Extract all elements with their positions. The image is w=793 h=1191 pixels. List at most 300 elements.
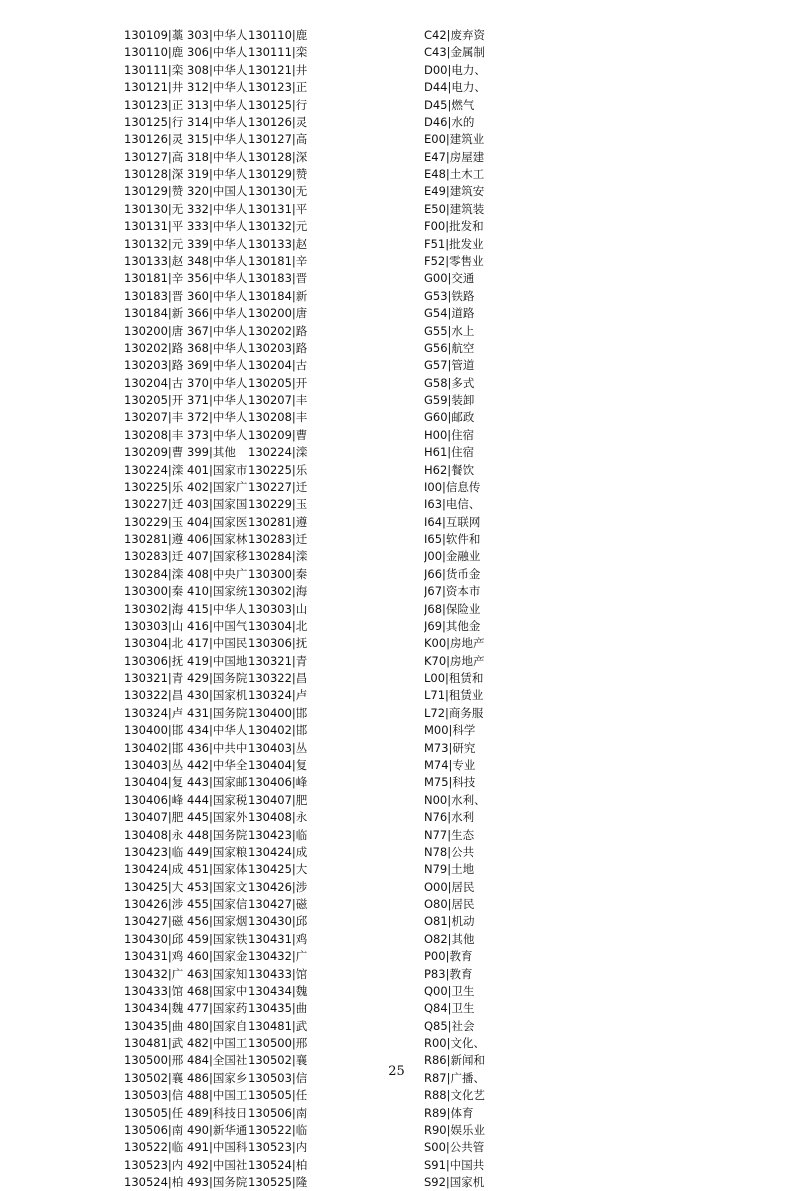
region-code-cell: 130133|赵 xyxy=(124,253,184,268)
region-code-next-cell: 130522|临 xyxy=(248,1122,308,1137)
industry-code-cell: L71|租赁业 xyxy=(424,688,484,703)
region-code-next-cell: 130209|曹 xyxy=(248,427,308,442)
region-code-cell: 130302|海 xyxy=(124,601,184,616)
table-row xyxy=(0,270,793,287)
region-code-cell: 130109|藁 xyxy=(124,28,184,42)
org-code-cell: 430|国家机 xyxy=(187,688,248,703)
region-code-cell: 130403|丛 xyxy=(124,758,184,772)
industry-code-cell: N77|生态 xyxy=(424,827,475,842)
region-code-cell: 130207|丰 xyxy=(124,410,184,425)
industry-code-cell: I63|电信、 xyxy=(424,497,481,512)
table-row xyxy=(0,496,793,513)
region-code-next-cell: 130430|邱 xyxy=(248,914,308,929)
org-code-cell: 313|中华人 xyxy=(187,97,248,112)
industry-code-cell: D44|电力、 xyxy=(424,80,486,95)
org-code-cell: 410|国家统 xyxy=(187,584,248,599)
region-code-next-cell: 130431|鸡 xyxy=(248,931,308,946)
region-code-next-cell: 130229|玉 xyxy=(248,497,308,512)
region-code-next-cell: 130481|武 xyxy=(248,1018,308,1033)
region-code-next-cell: 130321|青 xyxy=(248,653,308,668)
org-code-cell: 308|中华人 xyxy=(187,62,248,77)
org-code-cell: 373|中华人 xyxy=(187,427,248,442)
industry-code-cell: I65|软件和 xyxy=(424,532,481,546)
industry-code-cell: N00|水利、 xyxy=(424,792,486,807)
org-code-cell: 404|国家医 xyxy=(187,514,248,529)
org-code-cell: 315|中华人 xyxy=(187,132,248,147)
industry-code-cell: J69|其他金 xyxy=(424,618,481,633)
region-code-next-cell: 130110|鹿 xyxy=(248,28,308,42)
org-code-cell: 443|国家邮 xyxy=(187,775,248,790)
table-row xyxy=(0,757,793,774)
region-code-next-cell: 130184|新 xyxy=(248,288,308,303)
region-code-next-cell: 130202|路 xyxy=(248,323,308,338)
region-code-cell: 130321|青 xyxy=(124,671,184,686)
table-row xyxy=(0,1018,793,1035)
industry-code-cell: M73|研究 xyxy=(424,740,476,755)
region-code-cell: 130200|唐 xyxy=(124,323,184,338)
region-code-next-cell: 130302|海 xyxy=(248,584,308,599)
industry-code-cell: P00|教育 xyxy=(424,949,473,964)
org-code-cell: 415|中华人 xyxy=(187,601,248,616)
table-row xyxy=(0,1157,793,1174)
region-code-cell: 130407|肥 xyxy=(124,810,184,825)
region-code-cell: 130130|无 xyxy=(124,201,184,216)
org-code-cell: 463|国家知 xyxy=(187,966,248,981)
org-code-cell: 416|中国气 xyxy=(187,618,248,633)
region-code-next-cell: 130125|行 xyxy=(248,97,308,112)
region-code-next-cell: 130126|灵 xyxy=(248,114,308,129)
region-code-next-cell: 130506|南 xyxy=(248,1105,308,1120)
table-row xyxy=(0,601,793,618)
industry-code-cell: E00|建筑业 xyxy=(424,132,485,147)
org-code-cell: 312|中华人 xyxy=(187,80,248,95)
table-row xyxy=(0,583,793,600)
org-code-cell: 459|国家铁 xyxy=(187,931,248,946)
table-row xyxy=(0,183,793,200)
industry-code-cell: J00|金融业 xyxy=(424,549,481,564)
region-code-cell: 130123|正 xyxy=(124,97,184,112)
table-row xyxy=(0,409,793,426)
table-row xyxy=(0,618,793,635)
region-code-next-cell: 130324|卢 xyxy=(248,688,308,703)
region-code-cell: 130127|高 xyxy=(124,149,184,164)
region-code-cell: 130524|柏 xyxy=(124,1175,184,1190)
table-row xyxy=(0,462,793,479)
industry-code-cell: H00|住宿 xyxy=(424,427,475,442)
industry-code-cell: O80|居民 xyxy=(424,897,475,911)
region-code-next-cell: 130208|丰 xyxy=(248,410,308,425)
region-code-next-cell: 130304|北 xyxy=(248,618,308,633)
org-code-cell: 444|国家税 xyxy=(187,792,248,807)
table-row xyxy=(0,149,793,166)
region-code-cell: 130408|永 xyxy=(124,827,184,842)
region-code-next-cell: 130404|复 xyxy=(248,758,308,772)
table-row xyxy=(0,861,793,878)
org-code-cell: 306|中华人 xyxy=(187,45,248,60)
table-row xyxy=(0,566,793,583)
org-code-cell: 417|中国民 xyxy=(187,636,248,651)
table-row xyxy=(0,879,793,896)
table-row xyxy=(0,131,793,148)
region-code-cell: 130183|晋 xyxy=(124,288,184,303)
region-code-cell: 130402|邯 xyxy=(124,740,184,755)
org-code-cell: 434|中华人 xyxy=(187,723,248,738)
industry-code-cell: D00|电力、 xyxy=(424,62,486,77)
region-code-cell: 130431|鸡 xyxy=(124,949,184,964)
region-code-next-cell: 130121|井 xyxy=(248,62,308,77)
table-row xyxy=(0,966,793,983)
region-code-next-cell: 130200|唐 xyxy=(248,306,308,321)
industry-code-cell: E47|房屋建 xyxy=(424,149,485,164)
org-code-cell: 366|中华人 xyxy=(187,306,248,321)
org-code-cell: 332|中华人 xyxy=(187,201,248,216)
org-code-cell: 406|国家林 xyxy=(187,532,248,546)
region-code-cell: 130284|滦 xyxy=(124,566,184,581)
org-code-cell: 455|国家信 xyxy=(187,897,248,911)
org-code-cell: 480|国家自 xyxy=(187,1018,248,1033)
region-code-cell: 130202|路 xyxy=(124,340,184,355)
org-code-cell: 319|中华人 xyxy=(187,167,248,181)
org-code-cell: 333|中华人 xyxy=(187,219,248,234)
table-row xyxy=(0,548,793,565)
region-code-next-cell: 130524|柏 xyxy=(248,1157,308,1172)
industry-code-cell: N78|公共 xyxy=(424,844,475,859)
table-row xyxy=(0,635,793,652)
region-code-cell: 130322|昌 xyxy=(124,688,184,703)
org-code-cell: 314|中华人 xyxy=(187,114,248,129)
industry-code-cell: G59|装卸 xyxy=(424,393,475,407)
region-code-cell: 130423|临 xyxy=(124,844,184,859)
industry-code-cell: I64|互联网 xyxy=(424,514,481,529)
org-code-cell: 460|国家金 xyxy=(187,949,248,964)
table-row xyxy=(0,670,793,687)
industry-code-cell: H61|住宿 xyxy=(424,445,475,460)
industry-code-cell: G54|道路 xyxy=(424,306,475,321)
region-code-cell: 130204|古 xyxy=(124,375,184,390)
region-code-cell: 130502|襄 xyxy=(124,1070,184,1085)
industry-code-cell: H62|餐饮 xyxy=(424,462,475,477)
industry-code-cell: G60|邮政 xyxy=(424,410,475,425)
org-code-cell: 407|国家移 xyxy=(187,549,248,564)
industry-code-cell: P83|教育 xyxy=(424,966,473,981)
region-code-next-cell: 130433|馆 xyxy=(248,966,308,981)
region-code-next-cell: 130525|隆 xyxy=(248,1175,308,1190)
region-code-cell: 130433|馆 xyxy=(124,983,184,998)
industry-code-cell: E49|建筑安 xyxy=(424,184,485,199)
industry-code-cell: C43|金属制 xyxy=(424,45,486,60)
org-code-cell: 348|中华人 xyxy=(187,253,248,268)
region-code-cell: 130505|任 xyxy=(124,1105,184,1120)
region-code-cell: 130205|开 xyxy=(124,393,184,407)
org-code-cell: 489|科技日 xyxy=(187,1105,248,1120)
table-row xyxy=(0,1105,793,1122)
industry-code-cell: G53|铁路 xyxy=(424,288,475,303)
table-row xyxy=(0,114,793,131)
region-code-next-cell: 130505|任 xyxy=(248,1088,308,1103)
region-code-cell: 130128|深 xyxy=(124,167,184,181)
region-code-next-cell: 130224|滦 xyxy=(248,445,308,460)
org-code-cell: 367|中华人 xyxy=(187,323,248,338)
org-code-cell: 401|国家市 xyxy=(187,462,248,477)
industry-code-cell: O00|居民 xyxy=(424,879,475,894)
region-code-cell: 130303|山 xyxy=(124,618,184,633)
table-row xyxy=(0,687,793,704)
region-code-next-cell: 130434|魏 xyxy=(248,983,308,998)
region-code-next-cell: 130500|邢 xyxy=(248,1036,308,1050)
region-code-cell: 130121|井 xyxy=(124,80,184,95)
org-code-cell: 320|中国人 xyxy=(187,184,248,199)
table-row xyxy=(0,79,793,96)
region-code-next-cell: 130130|无 xyxy=(248,184,308,199)
region-code-cell: 130306|抚 xyxy=(124,653,184,668)
region-code-next-cell: 130284|滦 xyxy=(248,549,308,564)
industry-code-cell: S00|公共管 xyxy=(424,1140,485,1155)
region-code-cell: 130203|路 xyxy=(124,358,184,373)
table-row xyxy=(0,705,793,722)
region-code-cell: 130503|信 xyxy=(124,1088,184,1103)
industry-code-cell: L00|租赁和 xyxy=(424,671,484,686)
region-code-cell: 130427|磁 xyxy=(124,914,184,929)
industry-code-cell: S92|国家机 xyxy=(424,1175,485,1190)
org-code-cell: 408|中央广 xyxy=(187,566,248,581)
org-code-cell: 488|中国工 xyxy=(187,1088,248,1103)
org-code-cell: 339|中华人 xyxy=(187,236,248,251)
industry-code-cell: I00|信息传 xyxy=(424,479,481,494)
industry-code-cell: G57|管道 xyxy=(424,358,475,373)
region-code-next-cell: 130127|高 xyxy=(248,132,308,147)
industry-code-cell: N76|水利 xyxy=(424,810,475,825)
org-code-cell: 477|国家药 xyxy=(187,1001,248,1016)
region-code-next-cell: 130502|襄 xyxy=(248,1053,308,1068)
region-code-cell: 130435|曲 xyxy=(124,1018,184,1033)
table-row xyxy=(0,827,793,844)
industry-code-cell: J67|资本市 xyxy=(424,584,481,599)
org-code-cell: 303|中华人 xyxy=(187,28,248,42)
industry-code-cell: R89|体育 xyxy=(424,1105,474,1120)
table-row xyxy=(0,913,793,930)
region-code-next-cell: 130123|正 xyxy=(248,80,308,95)
region-code-cell: 130500|邢 xyxy=(124,1053,184,1068)
org-code-cell: 449|国家粮 xyxy=(187,844,248,859)
industry-code-cell: L72|商务服 xyxy=(424,705,484,720)
region-code-next-cell: 130427|磁 xyxy=(248,897,308,911)
region-code-next-cell: 130183|晋 xyxy=(248,271,308,286)
industry-code-cell: O82|其他 xyxy=(424,931,475,946)
region-code-cell: 130400|邯 xyxy=(124,723,184,738)
region-code-next-cell: 130306|抚 xyxy=(248,636,308,651)
table-row xyxy=(0,357,793,374)
region-code-cell: 130125|行 xyxy=(124,114,184,129)
region-code-cell: 130224|滦 xyxy=(124,462,184,477)
region-code-next-cell: 130227|迁 xyxy=(248,479,308,494)
org-code-cell: 490|新华通 xyxy=(187,1122,248,1137)
region-code-next-cell: 130128|深 xyxy=(248,149,308,164)
org-code-cell: 456|国家烟 xyxy=(187,914,248,929)
table-row xyxy=(0,305,793,322)
org-code-cell: 360|中华人 xyxy=(187,288,248,303)
org-code-cell: 370|中华人 xyxy=(187,375,248,390)
org-code-cell: 442|中华全 xyxy=(187,758,248,772)
table-row xyxy=(0,809,793,826)
org-code-cell: 429|国务院 xyxy=(187,671,248,686)
industry-code-cell: R00|文化、 xyxy=(424,1036,485,1050)
region-code-next-cell: 130283|迁 xyxy=(248,532,308,546)
org-code-cell: 451|国家体 xyxy=(187,862,248,877)
industry-code-cell: N79|土地 xyxy=(424,862,475,877)
region-code-next-cell: 130400|邯 xyxy=(248,705,308,720)
region-code-cell: 130426|涉 xyxy=(124,897,184,911)
industry-code-cell: M75|科技 xyxy=(424,775,476,790)
region-code-cell: 130110|鹿 xyxy=(124,45,184,60)
region-code-cell: 130129|赞 xyxy=(124,184,184,199)
table-row xyxy=(0,722,793,739)
region-code-cell: 130404|复 xyxy=(124,775,184,790)
table-row xyxy=(0,1000,793,1017)
region-code-cell: 130131|平 xyxy=(124,219,184,234)
industry-code-cell: G58|多式 xyxy=(424,375,475,390)
region-code-cell: 130506|南 xyxy=(124,1122,184,1137)
region-code-next-cell: 130303|山 xyxy=(248,601,308,616)
industry-code-cell: Q00|卫生 xyxy=(424,983,475,998)
region-code-cell: 130225|乐 xyxy=(124,479,184,494)
region-code-cell: 130432|广 xyxy=(124,966,184,981)
region-code-next-cell: 130432|广 xyxy=(248,949,308,964)
table-row xyxy=(0,653,793,670)
region-code-next-cell: 130423|临 xyxy=(248,827,308,842)
table-row xyxy=(0,392,793,409)
industry-code-cell: J66|货币金 xyxy=(424,566,481,581)
region-code-next-cell: 130407|肥 xyxy=(248,792,308,807)
industry-code-cell: E48|土木工 xyxy=(424,167,485,181)
org-code-cell: 493|国务院 xyxy=(187,1175,248,1190)
region-code-cell: 130209|曹 xyxy=(124,445,184,460)
region-code-next-cell: 130181|辛 xyxy=(248,253,308,268)
region-code-cell: 130283|迁 xyxy=(124,549,184,564)
region-code-cell: 130425|大 xyxy=(124,879,184,894)
region-code-next-cell: 130408|永 xyxy=(248,810,308,825)
industry-code-cell: D46|水的 xyxy=(424,114,475,129)
table-row xyxy=(0,62,793,79)
region-code-next-cell: 130435|曲 xyxy=(248,1001,308,1016)
industry-code-cell: M74|专业 xyxy=(424,758,476,772)
table-row xyxy=(0,288,793,305)
org-code-cell: 436|中共中 xyxy=(187,740,248,755)
org-code-cell: 368|中华人 xyxy=(187,340,248,355)
industry-code-cell: F00|批发和 xyxy=(424,219,484,234)
table-row xyxy=(0,166,793,183)
table-row xyxy=(0,236,793,253)
table-row xyxy=(0,253,793,270)
table-row xyxy=(0,97,793,114)
table-row xyxy=(0,844,793,861)
region-code-cell: 130181|辛 xyxy=(124,271,184,286)
region-code-cell: 130424|成 xyxy=(124,862,184,877)
industry-code-cell: O81|机动 xyxy=(424,914,475,929)
region-code-next-cell: 130426|涉 xyxy=(248,879,308,894)
industry-code-cell: K70|房地产 xyxy=(424,653,485,668)
table-row xyxy=(0,375,793,392)
industry-code-cell: M00|科学 xyxy=(424,723,476,738)
table-row xyxy=(0,983,793,1000)
table-row xyxy=(0,1174,793,1191)
industry-code-cell: J68|保险业 xyxy=(424,601,481,616)
industry-code-cell: C42|废弃资 xyxy=(424,28,486,42)
region-code-cell: 130208|丰 xyxy=(124,427,184,442)
region-code-next-cell: 130205|开 xyxy=(248,375,308,390)
table-row xyxy=(0,931,793,948)
region-code-cell: 130126|灵 xyxy=(124,132,184,147)
region-code-cell: 130522|临 xyxy=(124,1140,184,1155)
region-code-cell: 130281|遵 xyxy=(124,532,184,546)
region-code-cell: 130523|内 xyxy=(124,1157,184,1172)
industry-code-cell: R87|广播、 xyxy=(424,1070,485,1085)
industry-code-cell: G55|水上 xyxy=(424,323,475,338)
table-row xyxy=(0,27,793,44)
industry-code-cell: K00|房地产 xyxy=(424,636,485,651)
industry-code-cell: R86|新闻和 xyxy=(424,1053,485,1068)
table-row xyxy=(0,896,793,913)
industry-code-cell: R90|娱乐业 xyxy=(424,1122,485,1137)
region-code-cell: 130132|元 xyxy=(124,236,184,251)
region-code-next-cell: 130129|赞 xyxy=(248,167,308,181)
table-row xyxy=(0,323,793,340)
region-code-next-cell: 130503|信 xyxy=(248,1070,308,1085)
table-row xyxy=(0,1122,793,1139)
table-row xyxy=(0,774,793,791)
region-code-next-cell: 130207|丰 xyxy=(248,393,308,407)
org-code-cell: 399|其他 xyxy=(187,445,236,460)
industry-code-cell: E50|建筑装 xyxy=(424,201,485,216)
page-number: 25 xyxy=(388,1064,405,1079)
region-code-cell: 130324|卢 xyxy=(124,705,184,720)
industry-code-cell: R88|文化艺 xyxy=(424,1088,485,1103)
region-code-next-cell: 130111|栾 xyxy=(248,45,308,60)
region-code-cell: 130481|武 xyxy=(124,1036,184,1050)
region-code-next-cell: 130402|邯 xyxy=(248,723,308,738)
region-code-next-cell: 130204|古 xyxy=(248,358,308,373)
table-row xyxy=(0,201,793,218)
org-code-cell: 486|国家乡 xyxy=(187,1070,248,1085)
org-code-cell: 491|中国科 xyxy=(187,1140,248,1155)
org-code-cell: 453|国家文 xyxy=(187,879,248,894)
industry-code-cell: Q85|社会 xyxy=(424,1018,475,1033)
industry-code-cell: G56|航空 xyxy=(424,340,475,355)
industry-code-cell: Q84|卫生 xyxy=(424,1001,475,1016)
org-code-cell: 482|中国工 xyxy=(187,1036,248,1050)
region-code-next-cell: 130225|乐 xyxy=(248,462,308,477)
region-code-next-cell: 130300|秦 xyxy=(248,566,308,581)
table-row xyxy=(0,44,793,61)
org-code-cell: 402|国家广 xyxy=(187,479,248,494)
org-code-cell: 372|中华人 xyxy=(187,410,248,425)
region-code-cell: 130430|邱 xyxy=(124,931,184,946)
table-row xyxy=(0,218,793,235)
region-code-next-cell: 130523|内 xyxy=(248,1140,308,1155)
table-row xyxy=(0,427,793,444)
table-row xyxy=(0,531,793,548)
region-code-cell: 130300|秦 xyxy=(124,584,184,599)
industry-code-cell: S91|中国共 xyxy=(424,1157,485,1172)
table-row xyxy=(0,479,793,496)
org-code-cell: 318|中华人 xyxy=(187,149,248,164)
org-code-cell: 431|国务院 xyxy=(187,705,248,720)
table-row xyxy=(0,792,793,809)
table-row xyxy=(0,1087,793,1104)
region-code-cell: 130304|北 xyxy=(124,636,184,651)
industry-code-cell: F52|零售业 xyxy=(424,253,484,268)
region-code-cell: 130227|迁 xyxy=(124,497,184,512)
industry-code-cell: D45|燃气 xyxy=(424,97,475,112)
